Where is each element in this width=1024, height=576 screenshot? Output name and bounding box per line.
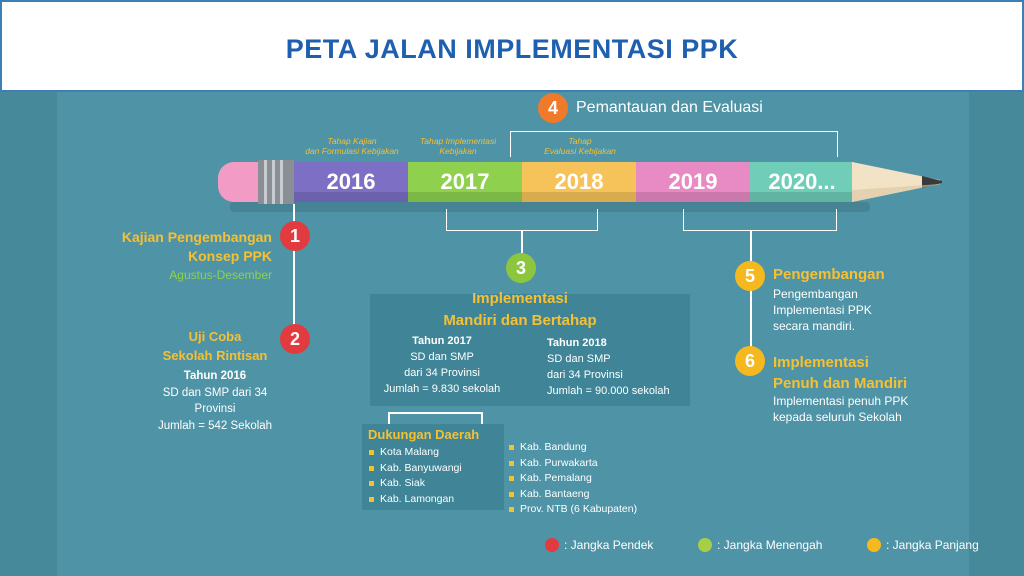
dukungan-bracket-top [388,412,482,414]
title-bar [0,0,1024,92]
dukungan-list-right [509,440,637,518]
step-56-bracket [683,209,837,231]
stage-label-kajian: Tahap Kajian dan Formulasi Kebijakan [305,136,399,156]
list-item: Kab. Siak [369,476,462,492]
dukungan-title: Dukungan Daerah [368,427,480,442]
page-title: PETA JALAN IMPLEMENTASI PPK [285,34,739,64]
dukungan-list-left [369,445,462,507]
step-5-title: Pengembangan [773,266,885,283]
step-56-connector [750,231,752,361]
step-4-badge: 4 [538,93,568,123]
list-item: Kab. Bantaeng [509,487,637,503]
legend-dot-short [545,538,559,552]
step-3-bracket [446,209,598,231]
list-item: Prov. NTB (6 Kabupaten) [509,502,637,518]
list-item: Kab. Pemalang [509,471,637,487]
pencil-eraser [218,162,262,202]
list-item: Kota Malang [369,445,462,461]
list-item: Kab. Lamongan [369,492,462,508]
background-right [969,92,1024,576]
step-1-subtitle: Agustus-Desember [169,268,272,282]
step-3-badge: 3 [506,253,536,283]
step-2-badge: 2 [280,324,310,354]
year-2017-segment: 2017 [408,162,522,202]
step-4-label: Pemantauan dan Evaluasi [576,99,763,116]
step-5-badge: 5 [735,261,765,291]
pencil-ferrule [258,160,294,204]
year-2019-segment: 2019 [636,162,750,202]
stage-label-implementasi: Tahap Implementasi Kebijakan [419,136,497,156]
year-2020-segment: 2020... [750,162,854,202]
legend-medium: : Jangka Menengah [717,538,823,552]
step-5-details: Pengembangan Implementasi PPK secara mandiri. [773,287,872,333]
year-2016-segment: 2016 [294,162,408,202]
step-1-badge: 1 [280,221,310,251]
step-6-details: Implementasi penuh PPK kepada seluruh Sekolah [773,394,909,424]
pencil-tip [852,160,944,206]
legend-dot-long [867,538,881,552]
step-6-title: Implementasi Penuh dan Mandiri [773,354,908,392]
step-2-details: Tahun 2016 SD dan SMP dari 34 Provinsi Jumlah = 542 Sekolah [157,370,273,432]
year-2018-segment: 2018 [522,162,636,202]
list-item: Kab. Banyuwangi [369,461,462,477]
step-3-title: Implementasi Mandiri dan Bertahap [443,290,597,329]
list-item: Kab. Purwakarta [509,456,637,472]
step-3-2018-details: Tahun 2018 SD dan SMP dari 34 Provinsi Jumlah = 90.000 sekolah [547,337,670,397]
legend-short: : Jangka Pendek [564,538,654,552]
step-1-title: Kajian Pengembangan Konsep PPK [121,229,272,264]
legend-long: : Jangka Panjang [886,538,979,552]
list-item: Kab. Bandung [509,440,637,456]
step-3-connector [521,231,523,255]
legend-dot-medium [698,538,712,552]
stage-label-evaluasi: Tahap Evaluasi Kebijakan [544,136,616,156]
step-3-2017-details: Tahun 2017 SD dan SMP dari 34 Provinsi Jumlah = 9.830 sekolah [383,335,501,395]
step-2-title: Uji Coba Sekolah Rintisan [162,329,268,363]
background-left [0,92,57,576]
step-6-badge: 6 [735,346,765,376]
